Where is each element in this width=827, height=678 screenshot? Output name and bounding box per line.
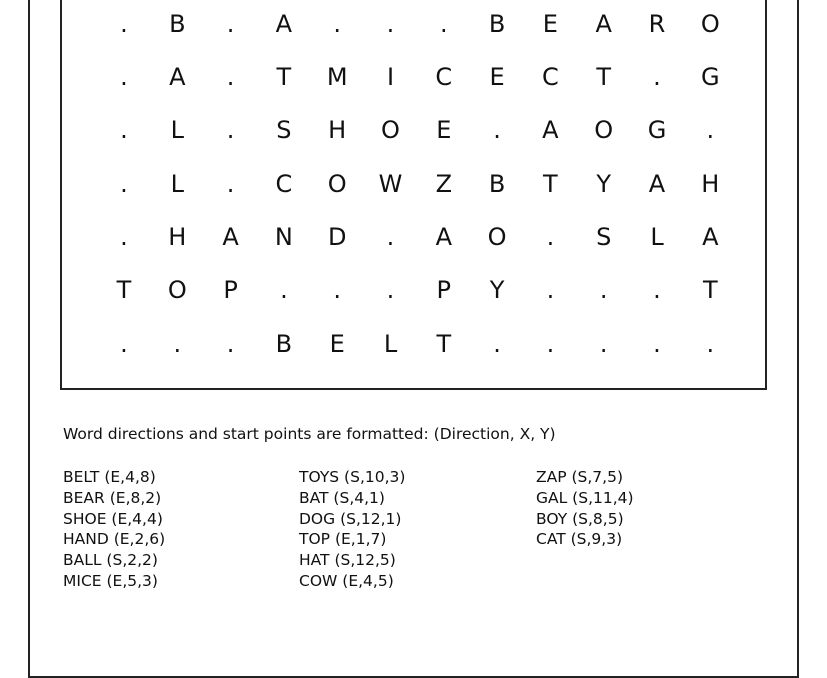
- grid-cell: A: [595, 10, 612, 38]
- grid-cell: .: [546, 276, 555, 304]
- grid-row: [62, 270, 765, 310]
- grid-cell: L: [650, 223, 664, 251]
- grid-cell: .: [706, 330, 715, 358]
- grid-cell: A: [648, 170, 666, 198]
- grid-cell: A: [222, 223, 239, 251]
- word-list-item: SHOE (E,4,4): [63, 509, 163, 528]
- grid-cell: W: [378, 170, 403, 198]
- grid-cell: E: [489, 63, 505, 91]
- grid-cell: Y: [596, 170, 612, 198]
- grid-cell: C: [542, 63, 559, 91]
- grid-cell: H: [328, 116, 347, 144]
- grid-cell: H: [168, 223, 187, 251]
- grid-cell: .: [493, 116, 501, 144]
- grid-cell: T: [116, 276, 132, 304]
- grid-cell: .: [226, 330, 235, 358]
- grid-cell: .: [280, 276, 288, 304]
- word-list-item: BEAR (E,8,2): [63, 488, 162, 507]
- grid-cell: E: [436, 116, 452, 144]
- grid-cell: I: [386, 63, 395, 91]
- grid-cell: A: [435, 223, 452, 251]
- grid-cell: A: [542, 116, 559, 144]
- grid-cell: .: [493, 330, 501, 358]
- grid-cell: O: [381, 116, 400, 144]
- grid-cell: .: [599, 276, 608, 304]
- grid-cell: C: [275, 170, 293, 198]
- grid-row: [62, 57, 765, 97]
- grid-cell: C: [435, 63, 453, 91]
- grid-cell: T: [702, 276, 718, 304]
- grid-cell: .: [226, 116, 235, 144]
- grid-cell: .: [120, 330, 128, 358]
- grid-cell: P: [223, 276, 238, 304]
- grid-cell: T: [276, 63, 292, 91]
- grid-cell: P: [436, 276, 452, 304]
- grid-cell: O: [700, 10, 720, 38]
- grid-cell: .: [120, 116, 128, 144]
- grid-cell: A: [169, 63, 186, 91]
- grid-cell: S: [276, 116, 292, 144]
- grid-cell: .: [226, 63, 235, 91]
- grid-cell: E: [542, 10, 558, 38]
- grid-cell: O: [327, 170, 347, 198]
- word-list-column-2: [299, 467, 405, 592]
- grid-row: [62, 217, 765, 257]
- grid-cell: .: [439, 10, 448, 38]
- word-list-column-1: [63, 467, 165, 592]
- grid-cell: G: [700, 63, 720, 91]
- grid-cell: .: [599, 330, 608, 358]
- word-list-item: TOP (E,1,7): [299, 530, 387, 549]
- grid-cell: E: [329, 330, 345, 358]
- grid-cell: .: [653, 330, 661, 358]
- word-list-item: BOY (S,8,5): [536, 509, 624, 528]
- grid-cell: Z: [435, 170, 453, 198]
- grid-cell: B: [275, 330, 293, 358]
- puzzle-grid: [60, 0, 767, 390]
- grid-cell: .: [333, 10, 341, 38]
- grid-cell: B: [488, 170, 506, 198]
- grid-cell: .: [120, 223, 128, 251]
- grid-cell: B: [488, 10, 506, 38]
- grid-row: [62, 164, 765, 204]
- word-list-item: BAT (S,4,1): [299, 488, 385, 507]
- grid-cell: L: [383, 330, 398, 358]
- word-list-item: DOG (S,12,1): [299, 509, 402, 528]
- grid-cell: .: [120, 10, 128, 38]
- grid-cell: .: [226, 170, 235, 198]
- grid-cell: .: [546, 223, 555, 251]
- grid-cell: M: [326, 63, 348, 91]
- word-list-item: CAT (S,9,3): [536, 530, 623, 549]
- grid-cell: O: [594, 116, 614, 144]
- grid-cell: .: [706, 116, 715, 144]
- word-list-item: BALL (S,2,2): [63, 551, 158, 570]
- grid-cell: .: [120, 170, 128, 198]
- grid-cell: .: [386, 223, 395, 251]
- grid-cell: .: [120, 63, 128, 91]
- word-list-item: MICE (E,5,3): [63, 571, 158, 590]
- grid-cell: O: [487, 223, 507, 251]
- grid-cell: H: [701, 170, 720, 198]
- grid-cell: L: [170, 170, 184, 198]
- grid-row: [62, 4, 765, 44]
- instructions-text: Word directions and start points are formatted: (Direction, X, Y): [63, 425, 556, 443]
- grid-cell: .: [653, 63, 661, 91]
- grid-cell: S: [596, 223, 612, 251]
- grid-cell: Y: [489, 276, 505, 304]
- grid-cell: B: [169, 10, 186, 38]
- grid-cell: .: [173, 330, 182, 358]
- grid-cell: .: [386, 10, 395, 38]
- grid-cell: A: [702, 223, 719, 251]
- grid-cell: .: [653, 276, 661, 304]
- grid-cell: A: [275, 10, 293, 38]
- grid-cell: T: [436, 330, 452, 358]
- grid-cell: .: [226, 10, 235, 38]
- word-list-item: GAL (S,11,4): [536, 488, 634, 507]
- grid-cell: N: [274, 223, 293, 251]
- grid-cell: L: [170, 116, 184, 144]
- word-list-item: HAND (E,2,6): [63, 530, 166, 549]
- grid-cell: O: [167, 276, 187, 304]
- grid-cell: G: [647, 116, 667, 144]
- word-list-item: ZAP (S,7,5): [536, 468, 624, 486]
- grid-cell: .: [546, 330, 555, 358]
- word-list-item: TOYS (S,10,3): [299, 468, 406, 486]
- word-list-item: BELT (E,4,8): [63, 468, 156, 486]
- word-list-item: COW (E,4,5): [299, 571, 394, 590]
- grid-cell: .: [386, 276, 395, 304]
- word-list-column-3: [536, 467, 634, 550]
- grid-row: [62, 324, 765, 364]
- grid-cell: T: [543, 170, 558, 198]
- grid-row: [62, 110, 765, 150]
- word-list-item: HAT (S,12,5): [299, 551, 396, 570]
- grid-cell: .: [333, 276, 341, 304]
- grid-cell: D: [327, 223, 347, 251]
- grid-cell: T: [596, 63, 612, 91]
- grid-cell: R: [648, 10, 666, 38]
